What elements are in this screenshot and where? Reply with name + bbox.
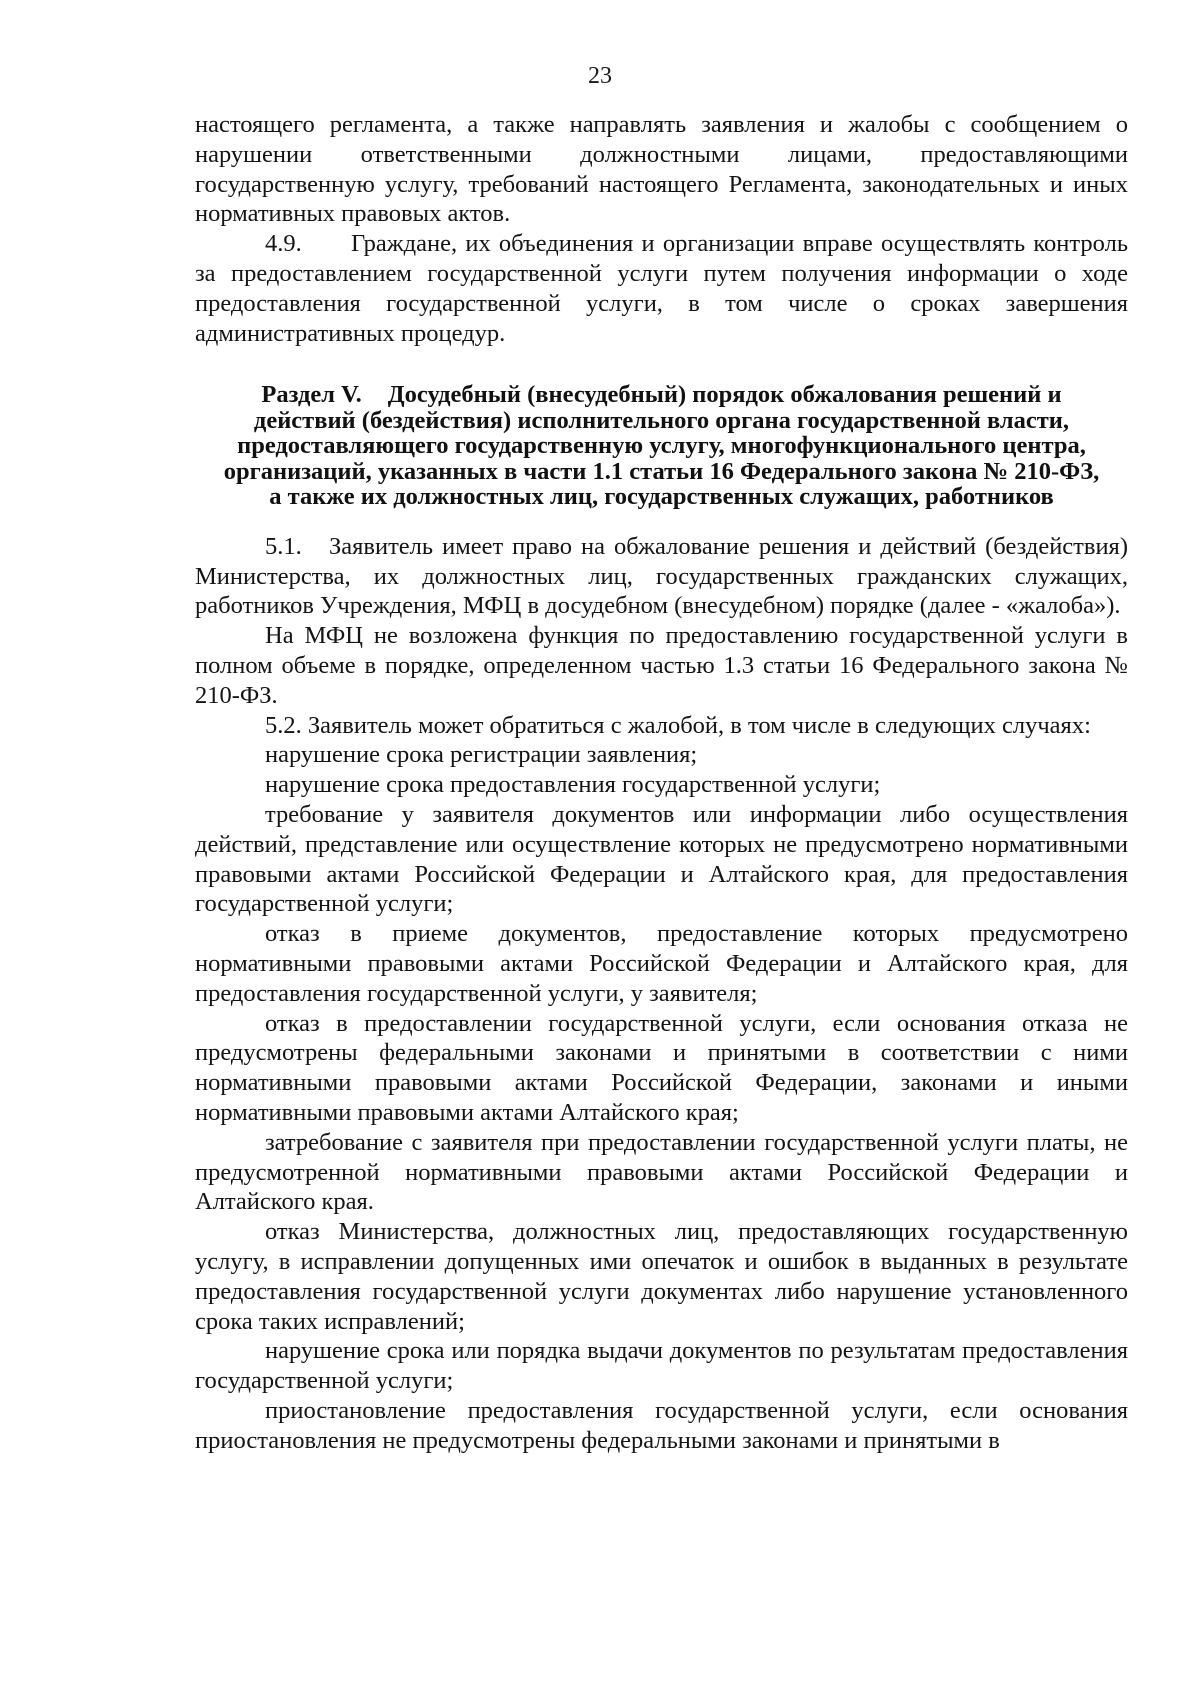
case-item: нарушение срока регистрации заявления; <box>265 741 698 769</box>
clause-4-9 <box>195 229 1128 348</box>
section-heading-line: организаций, указанных в части 1.1 статьи 16 Федерального закона № 210-ФЗ, <box>223 457 1100 485</box>
case-item: нарушение срока предоставления государственной услуги; <box>265 771 881 799</box>
case-item: приостановление предоставления государственной услуги, если основания приостановления не предусмотрены федеральными законами и принятыми в <box>195 1396 1128 1454</box>
clause-5-2 <box>195 711 1128 741</box>
page-number: 23 <box>588 63 612 89</box>
section-heading <box>195 382 1128 510</box>
clause-text: Граждане, их объединения и организации вправе осуществлять контроль за предоставлением государственной услуги путем получения информации о ходе предоставления государственной услуги, в том числе о сроках завершения административных процедур. <box>195 230 1128 347</box>
section-label: Раздел V. <box>261 381 362 409</box>
case-item: требование у заявителя документов или информации либо осуществления действий, представление или осуществление которых не предусмотрено нормативными правовыми актами Российской Федерации и Алтайского края, для предоставления государственной услуги; <box>195 801 1128 918</box>
clause-5-1 <box>195 532 1128 621</box>
clause-number: 4.9. <box>265 230 302 258</box>
section-heading-line: предоставляющего государственную услугу, многофункционального центра, <box>237 432 1086 460</box>
case-item: отказ в предоставлении государственной услуги, если основания отказа не предусмотрены федеральными законами и принятыми в соответствии с ними нормативными правовыми актами Российской Федерации, законами и иными нормативными правовыми актами Алтайского края; <box>195 1009 1128 1127</box>
case-item: затребование с заявителя при предоставлении государственной услуги платы, не предусмотренной нормативными правовыми актами Российской Федерации и Алтайского края. <box>195 1128 1128 1216</box>
clause-number: 5.1. <box>265 532 302 560</box>
paragraph-continuation: настоящего регламента, а также направлять заявления и жалобы с сообщением о нарушении ответственными должностными лицами, предоставляющими государственную услугу, требований настоящего Регламента, законодательных и иных нормативных правовых актов. <box>195 111 1128 228</box>
section-title-text: Досудебный (внесудебный) порядок обжалования решений и <box>387 381 1062 409</box>
clause-text: Заявитель имеет право на обжалование решения и действий (бездействия) Министерства, их должностных лиц, государственных гражданских служащих, работников Учреждения, МФЦ в досудебном (внесудебном) порядке (далее - «жалоба»). <box>195 532 1128 620</box>
section-heading-line: а также их должностных лиц, государственных служащих, работников <box>269 483 1054 511</box>
mfc-note: На МФЦ не возложена функция по предоставлению государственной услуги в полном объеме в порядке, определенном частью 1.3 статьи 16 Федерального закона № 210-ФЗ. <box>195 622 1128 709</box>
document-body <box>195 110 1128 1456</box>
case-item: отказ в приеме документов, предоставление которых предусмотрено нормативными правовыми актами Российской Федерации и Алтайского края, для предоставления государственной услуги, у заявителя; <box>195 920 1128 1007</box>
case-item: отказ Министерства, должностных лиц, предоставляющих государственную услугу, в исправлении допущенных ими опечаток и ошибок в выданных в результате предоставления государственной услуги документах либо нарушение установленного срока таких исправлений; <box>195 1218 1128 1335</box>
clause-text: Заявитель может обратиться с жалобой, в том числе в следующих случаях: <box>307 711 1091 739</box>
case-item: нарушение срока или порядка выдачи документов по результатам предоставления государственной услуги; <box>195 1337 1128 1395</box>
section-heading-line <box>195 382 1128 408</box>
section-heading-line: действий (бездействия) исполнительного органа государственной власти, <box>253 406 1070 434</box>
clause-number: 5.2. <box>265 711 302 739</box>
